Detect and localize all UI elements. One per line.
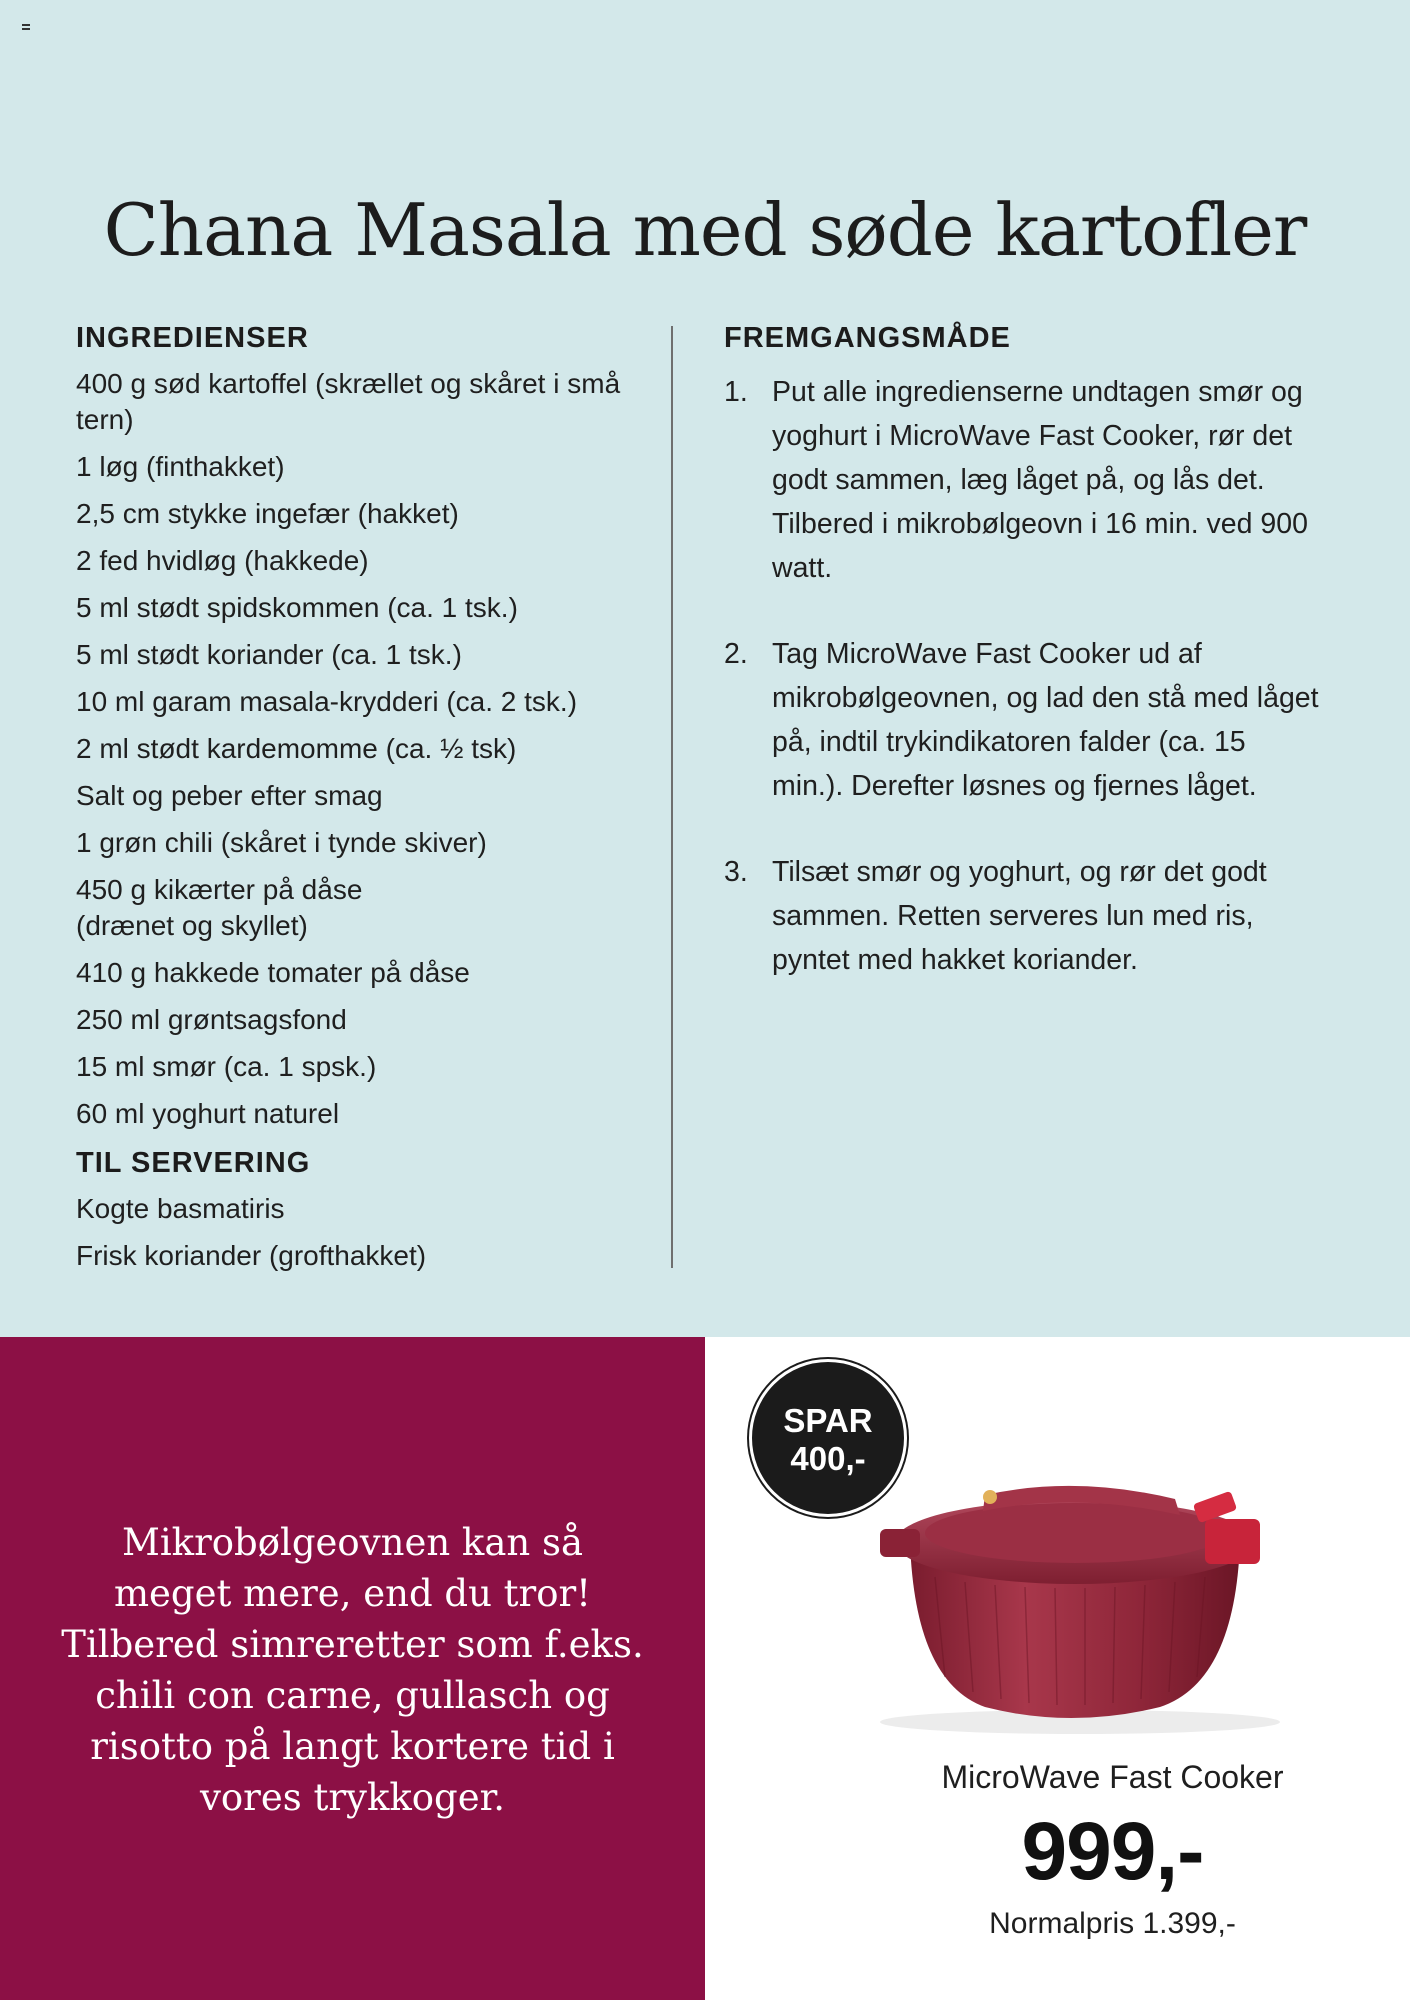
step-text: Tag MicroWave Fast Cooker ud af mikrobølgeovnen, og lad den stå med låget på, indtil trykindikatoren falder (ca. 15 min.). Derefter løsnes og fjernes låget. xyxy=(772,638,1319,802)
ingredient-item: 410 g hakkede tomater på dåse xyxy=(76,957,470,988)
step-number: 1. xyxy=(724,376,748,408)
ingredients-column xyxy=(76,318,636,1285)
method-step xyxy=(724,850,1324,982)
ingredient-item: 1 grøn chili (skåret i tynde skiver) xyxy=(76,827,487,858)
serving-heading: TIL SERVERING xyxy=(76,1147,311,1179)
ingredient-item: 5 ml stødt spidskommen (ca. 1 tsk.) xyxy=(76,592,518,623)
ingredient-item: 250 ml grøntsagsfond xyxy=(76,1004,347,1035)
serving-list xyxy=(76,1191,636,1274)
ingredient-item: 15 ml smør (ca. 1 spsk.) xyxy=(76,1051,377,1082)
ingredient-item: 400 g sød kartoffel (skrællet og skåret i små tern) xyxy=(76,368,621,435)
normal-price: Normalpris 1.399,- xyxy=(989,1907,1236,1940)
ingredient-item: 2,5 cm stykke ingefær (hakket) xyxy=(76,498,459,529)
ingredient-item: 2 fed hvidløg (hakkede) xyxy=(76,545,369,576)
product-panel xyxy=(705,1337,1410,2000)
serving-item: Frisk koriander (grofthakket) xyxy=(76,1240,427,1271)
product-price: 999,- xyxy=(1021,1806,1204,1897)
step-number: 3. xyxy=(724,856,748,888)
promo-panel xyxy=(0,1337,705,2000)
serving-item: Kogte basmatiris xyxy=(76,1193,285,1224)
badge-label: SPAR xyxy=(783,1402,873,1439)
column-divider xyxy=(671,326,673,1268)
ingredient-item: 450 g kikærter på dåse (drænet og skyllet) xyxy=(76,874,363,941)
ingredients-list xyxy=(76,366,636,1132)
page-title: Chana Masala med søde kartofler xyxy=(103,188,1307,273)
step-text: Put alle ingredienserne undtagen smør og yoghurt i MicroWave Fast Cooker, rør det godt sammen, læg låget på, og lås det. Tilbered i mikrobølgeovn i 16 min. ved 900 watt. xyxy=(772,376,1308,584)
ingredient-item: 5 ml stødt koriander (ca. 1 tsk.) xyxy=(76,639,462,670)
ingredient-item: 10 ml garam masala-krydderi (ca. 2 tsk.) xyxy=(76,686,578,717)
ingredients-heading: INGREDIENSER xyxy=(76,322,309,354)
method-step xyxy=(724,370,1324,590)
badge-amount: 400,- xyxy=(790,1440,866,1477)
method-heading: FREMGANGSMÅDE xyxy=(724,322,1011,354)
promo-text: Mikrobølgeovnen kan så meget mere, end du tror! Tilbered simreretter som f.eks. chili con carne, gullasch og risotto på langt kortere tid i vores trykkoger. xyxy=(61,1521,644,1819)
menu-icon xyxy=(22,24,30,30)
ingredient-item: 2 ml stødt kardemomme (ca. ½ tsk) xyxy=(76,733,517,764)
ingredient-item: 1 løg (finthakket) xyxy=(76,451,285,482)
method-step xyxy=(724,632,1324,808)
ingredient-item: Salt og peber efter smag xyxy=(76,780,383,811)
step-text: Tilsæt smør og yoghurt, og rør det godt sammen. Retten serveres lun med ris, pyntet med hakket koriander. xyxy=(772,856,1267,976)
method-column xyxy=(724,318,1324,1024)
pressure-cooker-image xyxy=(855,1437,1285,1737)
method-steps xyxy=(724,370,1324,982)
ingredient-item: 60 ml yoghurt naturel xyxy=(76,1098,340,1129)
step-number: 2. xyxy=(724,638,748,670)
product-name: MicroWave Fast Cooker xyxy=(941,1759,1284,1795)
